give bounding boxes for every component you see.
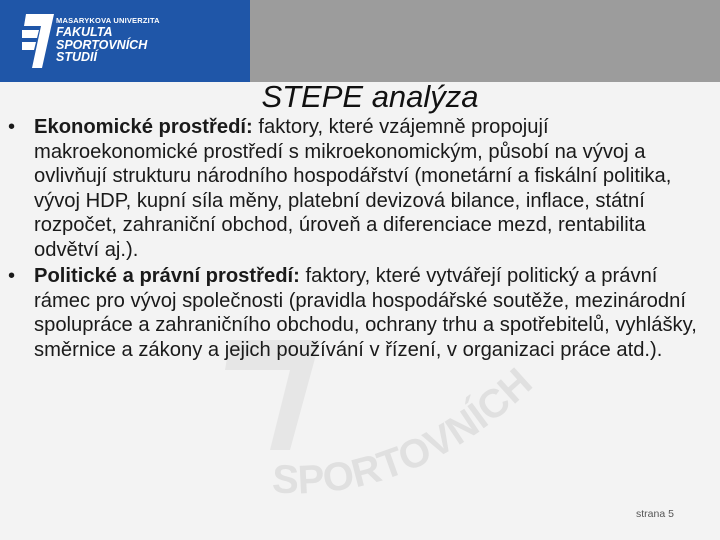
logo-seven-icon xyxy=(22,14,54,68)
faculty-name xyxy=(56,26,246,64)
faculty-line-1: FAKULTA xyxy=(56,25,113,39)
page-number: strana 5 xyxy=(636,508,674,520)
bullet-dot-icon: • xyxy=(8,116,16,138)
bullet-text: faktory, které vytvářejí politický a právní rámec pro vývoj společnosti (pravidla hospodářské soutěže, mezinárodní spolupráce a zahraničního obchodu, ochrany trhu a spotřebitelů, vyhlášky, směrnice a zákony a jejich používání v řízení, v organizaci práce atd.). xyxy=(34,265,697,361)
bullet-text: faktory, které vzájemně propojují makroekonomické prostředí s mikroekonomickým, působí na vývoj a ovlivňují strukturu národního hospodářství (monetární a fiskální politika, vývoj HDP, kupní síla měny, platební devizová bilance, inflace, státní rozpočet, zahraniční obchod, úroveň a diferenciace mezd, rentabilita odvětví aj.). xyxy=(34,116,672,261)
bullet-dot-icon: • xyxy=(8,265,16,287)
svg-text:SPORTOVNÍCH: SPORTOVNÍCH xyxy=(271,360,541,503)
faculty-logo xyxy=(0,0,250,82)
bullet-term: Ekonomické prostředí: xyxy=(34,116,253,138)
slide-title: STEPE analýza xyxy=(261,79,479,114)
bullet-list xyxy=(0,115,705,364)
faculty-line-3: STUDIÍ xyxy=(56,50,97,64)
bullet-term: Politické a právní prostředí: xyxy=(34,265,300,287)
bullet-political xyxy=(0,264,705,362)
university-name: MASARYKOVA UNIVERZITA xyxy=(56,16,160,25)
bullet-economic xyxy=(0,115,705,262)
faculty-line-2: SPORTOVNÍCH xyxy=(56,37,148,52)
